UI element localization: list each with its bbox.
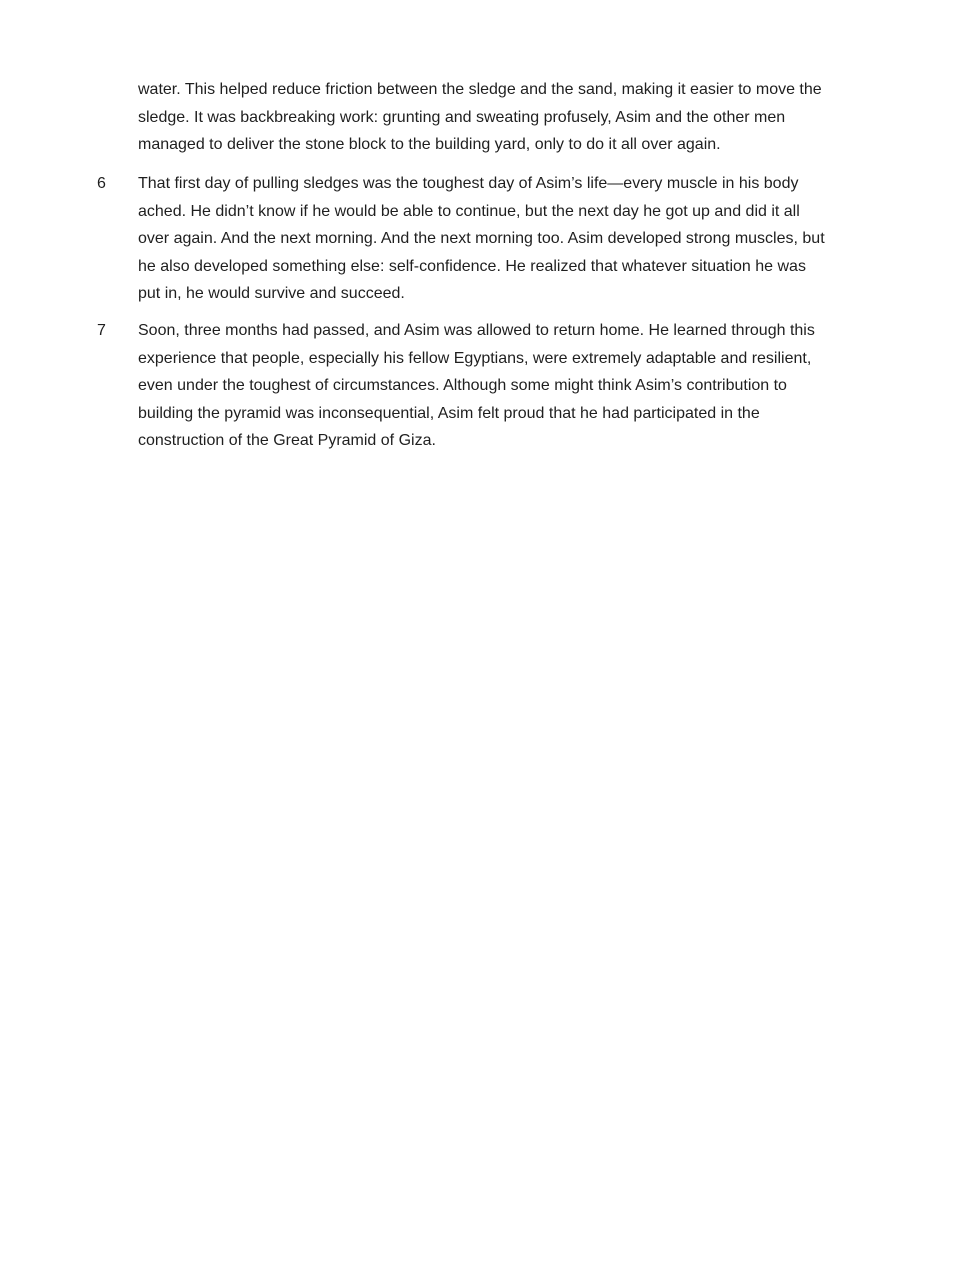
text-line: water. This helped reduce friction between the sledge and the sand, making it easier to move the — [138, 81, 822, 98]
text-line: he also developed something else: self-confidence. He realized that whatever situation he was — [138, 257, 806, 275]
paragraph-text — [138, 317, 898, 455]
text-line: even under the toughest of circumstances. Although some might think Asim’s contribution to — [138, 377, 787, 394]
paragraph-number: 6 — [97, 175, 106, 192]
text-line: sledge. It was backbreaking work: grunting and sweating profusely, Asim and the other men — [138, 108, 786, 126]
text-line: put in, he would survive and succeed. — [138, 285, 405, 302]
paragraph-text — [138, 76, 898, 159]
text-line: construction of the Great Pyramid of Giza. — [138, 432, 436, 449]
paragraph-number: 7 — [97, 322, 106, 339]
text-line: over again. And the next morning. And the next morning too. Asim developed strong muscles, but — [138, 230, 825, 247]
text-line: ached. He didn’t know if he would be able to continue, but the next day he got up and did it all — [138, 202, 800, 220]
text-line: Soon, three months had passed, and Asim was allowed to return home. He learned through this — [138, 322, 815, 339]
text-line: managed to deliver the stone block to the building yard, only to do it all over again. — [138, 136, 721, 153]
text-line: building the pyramid was inconsequential, Asim felt proud that he had participated in the — [138, 404, 760, 422]
paragraph-text — [138, 170, 898, 308]
text-line: experience that people, especially his fellow Egyptians, were extremely adaptable and resilient, — [138, 349, 812, 367]
text-line: That first day of pulling sledges was the toughest day of Asim’s life—every muscle in his body — [138, 175, 799, 192]
